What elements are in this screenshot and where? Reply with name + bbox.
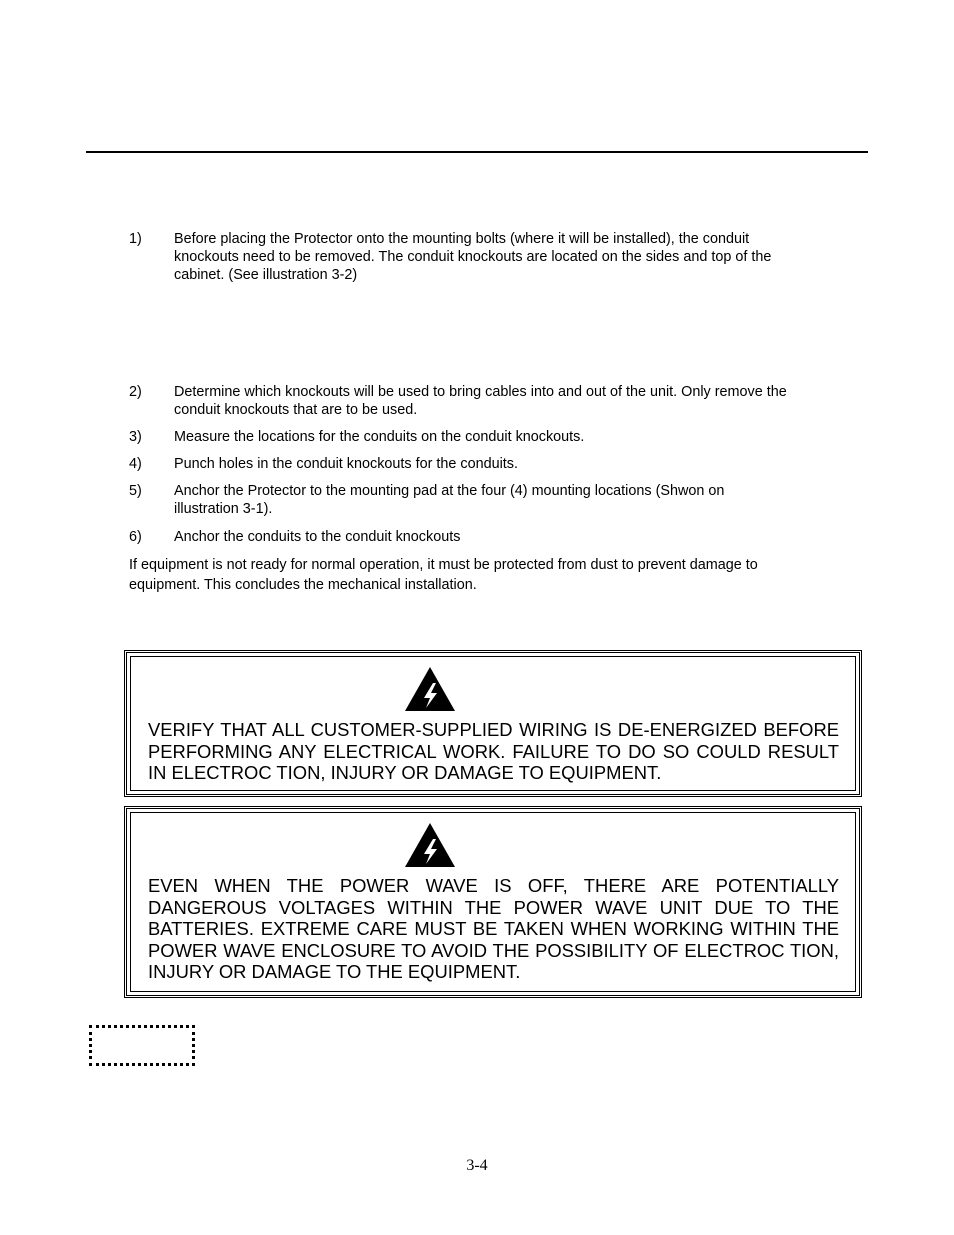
list-item — [129, 482, 829, 518]
list-item — [129, 383, 829, 419]
warning-box — [124, 806, 862, 998]
header-rule — [86, 151, 868, 153]
step-number: 3) — [129, 429, 142, 445]
warning-text: EVEN WHEN THE POWER WAVE IS OFF, THERE ARE POTENTIALLY DANGEROUS VOLTAGES WITHIN THE POWER WAVE UNIT DUE TO THE BATTERIES. EXTREME CARE MUST BE TAKEN WHEN WORKING WITHIN THE POWER WAVE ENCLOSURE TO AVOID THE POSSIBILITY OF ELECTROC TION, INJURY OR DAMAGE TO THE EQUIPMENT. — [148, 875, 839, 983]
step-text: Anchor the conduits to the conduit knockouts — [174, 529, 461, 545]
step-text: Punch holes in the conduit knockouts for the conduits. — [174, 456, 518, 472]
warning-box — [124, 650, 862, 797]
page-number: 3-4 — [466, 1157, 488, 1174]
note-marker-box — [89, 1025, 195, 1066]
step-text: Before placing the Protector onto the mounting bolts (where it will be installed), the conduit knockouts need to be removed. The conduit knockouts are located on the sides and top of the cabinet. (See illustration 3-2) — [174, 231, 772, 283]
electrical-hazard-icon — [404, 666, 456, 712]
closing-paragraph: If equipment is not ready for normal operation, it must be protected from dust to prevent damage to equipment. This concludes the mechanical installation. — [129, 557, 758, 593]
warning-text: VERIFY THAT ALL CUSTOMER-SUPPLIED WIRING IS DE-ENERGIZED BEFORE PERFORMING ANY ELECTRICAL WORK. FAILURE TO DO SO COULD RESULT IN ELECTROC TION, INJURY OR DAMAGE TO EQUIPMENT. — [148, 719, 839, 784]
step-number: 5) — [129, 483, 142, 499]
list-item — [129, 428, 829, 446]
list-item — [129, 528, 829, 546]
step-text: Determine which knockouts will be used to bring cables into and out of the unit. Only remove the conduit knockouts that are to be used. — [174, 384, 787, 418]
list-item — [129, 230, 829, 284]
step-number: 2) — [129, 384, 142, 400]
list-item — [129, 455, 829, 473]
step-text: Anchor the Protector to the mounting pad at the four (4) mounting locations (Shwon on illustration 3-1). — [174, 483, 725, 517]
step-number: 1) — [129, 231, 142, 247]
electrical-hazard-icon — [404, 822, 456, 868]
step-number: 6) — [129, 529, 142, 545]
step-text: Measure the locations for the conduits on the conduit knockouts. — [174, 429, 585, 445]
step-number: 4) — [129, 456, 142, 472]
